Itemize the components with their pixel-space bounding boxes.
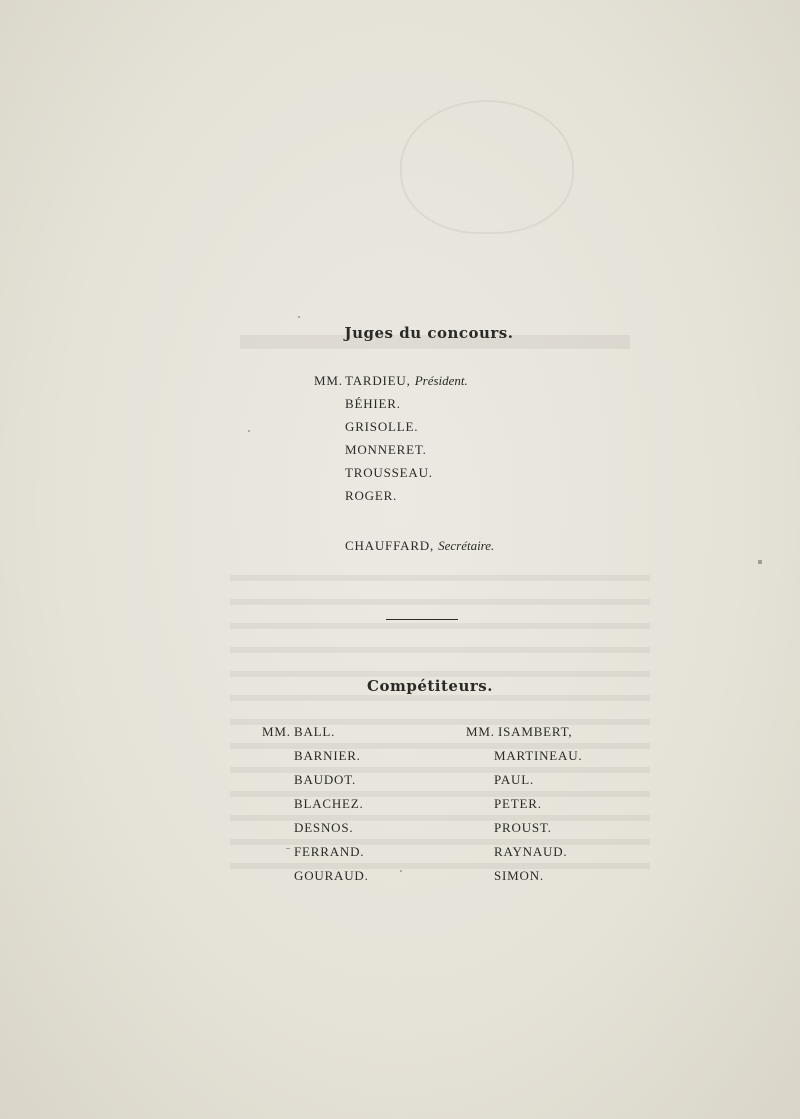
competitor-name: FERRAND. [294,844,365,859]
paper-speck [758,560,762,564]
secretary-role: Secrétaire. [438,538,495,553]
competitor-name: ISAMBERT, [498,724,573,739]
competitor-name: PROUST. [494,820,552,835]
paper-speck [248,430,250,432]
competiteurs-prefix-left: MM. [262,724,291,739]
competitor-name: PETER. [494,796,542,811]
competitor-name: BALL. [294,724,336,739]
secretary-line [345,538,494,554]
paper-speck [400,870,402,872]
bleed-through-mark [400,100,574,234]
secretary-name: CHAUFFARD, [345,538,435,553]
judge-name: TARDIEU, [345,373,411,388]
section-divider [386,619,458,620]
competitor-name: DESNOS. [294,820,354,835]
competitor-name: SIMON. [494,868,544,883]
judge-name: MONNERET. [345,442,427,457]
juges-title: Juges du concours. [344,324,514,342]
competitor-name: PAUL. [494,772,535,787]
judge-name: ROGER. [345,488,398,503]
judge-name: BÉHIER. [345,396,401,411]
paper-speck [298,316,300,318]
bleed-through-mark [230,575,650,875]
judge-role: Président. [414,373,468,388]
competiteurs-title: Compétiteurs. [367,677,493,695]
paper-speck [286,848,290,849]
juges-prefix: MM. [314,373,343,388]
judge-line [345,373,468,389]
competitor-name: BAUDOT. [294,772,357,787]
competitor-name: RAYNAUD. [494,844,568,859]
judge-name: GRISOLLE. [345,419,419,434]
competitor-name: MARTINEAU. [494,748,583,763]
competitor-name: GOURAUD. [294,868,369,883]
competiteurs-prefix-right: MM. [466,724,495,739]
judge-name: TROUSSEAU. [345,465,433,480]
competitor-name: BLACHEZ. [294,796,364,811]
competitor-name: BARNIER. [294,748,361,763]
